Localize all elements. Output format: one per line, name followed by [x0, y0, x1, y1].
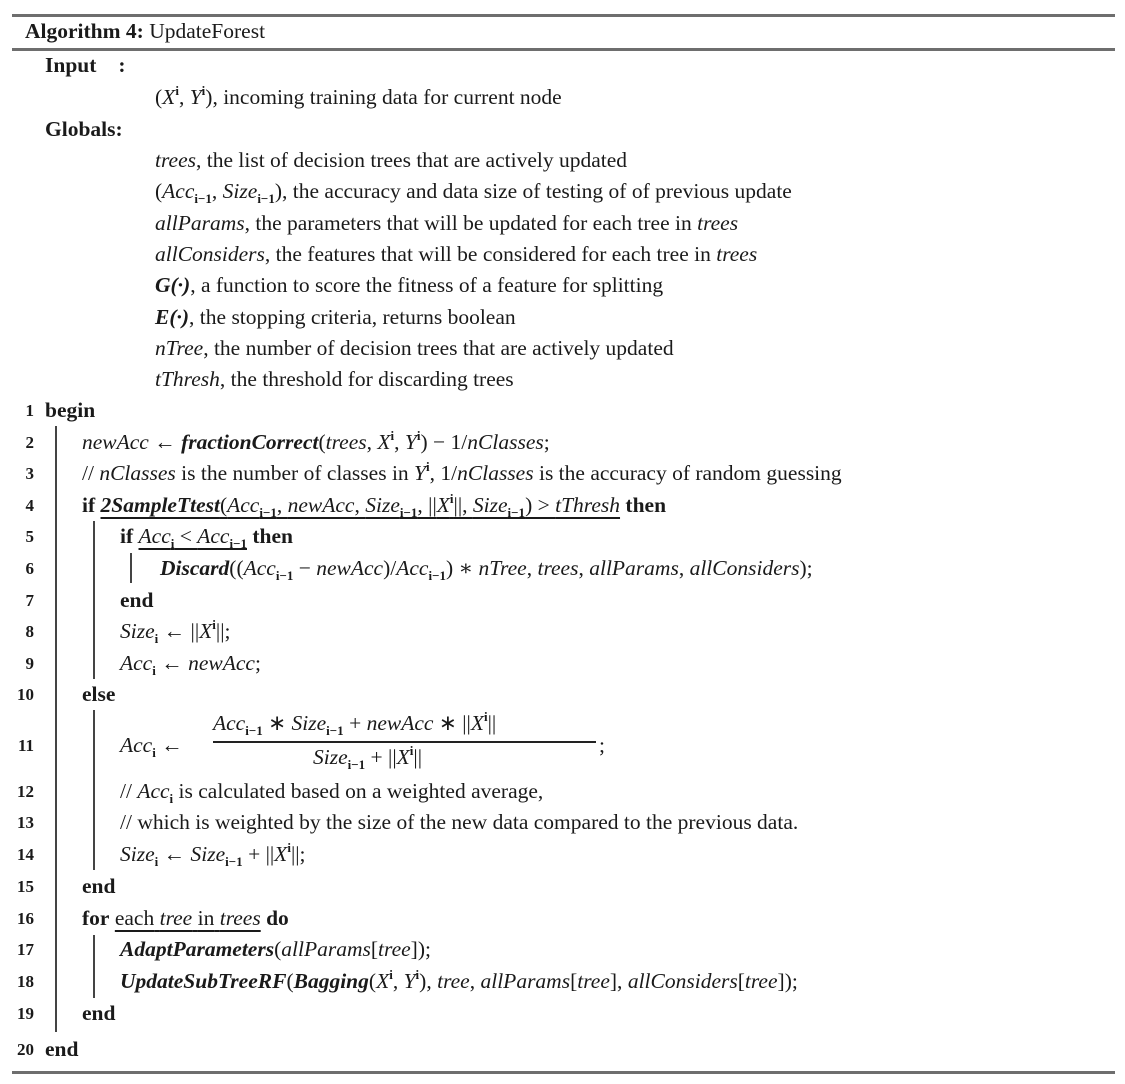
input-label: Input :: [45, 53, 126, 77]
globals-label: Globals:: [45, 117, 123, 141]
line-number-6: 6: [25, 559, 34, 578]
line-11-weighted-fraction: Acc$_{i-1}$ ∗ Size$_{i-1}$ + newAcc ∗ $||X^i||$ Size$_{i-1}$ + $||X^i||$ ;: [213, 709, 605, 772]
global-e-function: E(·), the stopping criteria, returns boolean: [155, 305, 516, 329]
line-number-1: 1: [25, 401, 34, 420]
line-10-else: else: [82, 682, 116, 706]
line-number-9: 9: [25, 654, 34, 673]
for-condition: each tree in trees: [114, 906, 261, 930]
line-6-discard: Discard((Acc$_{i-1}$ − newAcc)/Acc$_{i-1}$) ∗ nTree, trees, allParams, allConsiders);: [160, 556, 813, 583]
global-acc-size: (Acc$_{i-1}$, Size$_{i-1}$), the accuracy and data size of testing of of previous update: [155, 179, 792, 206]
bottom-rule: [12, 1071, 1115, 1074]
global-allparams: allParams, the parameters that will be updated for each tree in trees: [155, 211, 739, 235]
line-20-end: end: [45, 1037, 79, 1061]
line-7-end: end: [120, 588, 154, 612]
line-number-16: 16: [17, 909, 34, 928]
algorithm-caption: [25, 18, 265, 44]
line-number-3: 3: [25, 464, 34, 483]
line-4-if-ttest: if 2SampleTtest(Acc$_{i-1}$, newAcc, Size$_{i-1}$, $||X^i||$, Size$_{i-1}$) > tThresh then: [82, 491, 667, 520]
line-number-7: 7: [25, 591, 34, 610]
line-number-5: 5: [25, 527, 34, 546]
line-5-if-acc: if Acc$_i$ < Acc$_{i-1}$ then: [120, 524, 293, 551]
line-15-end: end: [82, 874, 116, 898]
line-17-adapt-parameters: AdaptParameters(allParams[tree]);: [120, 937, 431, 961]
line-number-10: 10: [17, 685, 34, 704]
line-number-12: 12: [17, 782, 34, 801]
then-block-bar: [93, 521, 95, 679]
fraction-bar: [213, 741, 596, 743]
line-19-end: end: [82, 1001, 116, 1025]
line-16-for-each: for each tree in trees do: [82, 906, 289, 930]
global-allconsiders: allConsiders, the features that will be considered for each tree in trees: [155, 242, 758, 266]
for-block-bar: [93, 935, 95, 998]
line-number-8: 8: [25, 622, 34, 641]
line-number-11: 11: [17, 736, 34, 755]
ttest-condition: 2SampleTtest(Acc$_{i-1}$, newAcc, Size$_{i-1}$, $||X^i||$, Size$_{i-1}$) > tThresh: [100, 491, 621, 520]
line-number-4: 4: [25, 496, 34, 515]
line-13-comment: // which is weighted by the size of the new data compared to the previous data.: [120, 810, 799, 834]
line-2-new-acc: newAcc ← fractionCorrect(trees, $X^i$, $Y^i$) − 1/nClasses;: [82, 428, 550, 454]
line-9-acc-assign: Acc$_i$ ← newAcc;: [120, 651, 261, 678]
algorithm-label: Algorithm 4:: [25, 19, 144, 43]
global-ntree: nTree, the number of decision trees that are actively updated: [155, 336, 674, 360]
line-number-19: 19: [17, 1004, 34, 1023]
global-trees: trees, the list of decision trees that are actively updated: [155, 148, 628, 172]
input-item: ($X^i$, $Y^i$), incoming training data for current node: [155, 83, 562, 109]
line-11-acc-lhs: Acc$_i$ ←: [120, 733, 183, 760]
algorithm-title: UpdateForest: [149, 19, 266, 43]
line-number-2: 2: [25, 433, 34, 452]
top-rule: [12, 14, 1115, 17]
fraction-denominator: Size$_{i-1}$ + $||X^i||$: [313, 743, 423, 772]
line-18-update-subtree: $UpdateSubTreeRF(Bagging(X^i$, $Y^i$), tree, allParams[tree], allConsiders[tree]);: [120, 967, 798, 993]
fraction-numerator: Acc$_{i-1}$ ∗ Size$_{i-1}$ + newAcc ∗ $||X^i||$: [213, 709, 497, 738]
acc-condition: Acc$_i$ < Acc$_{i-1}$: [138, 524, 247, 551]
line-number-15: 15: [17, 877, 34, 896]
line-number-14: 14: [17, 845, 34, 864]
line-14-size-update: Size$_i$ ← Size$_{i-1}$ + $||X^i||$;: [120, 840, 306, 869]
line-12-comment: // Acc$_i$ is calculated based on a weighted average,: [120, 779, 544, 806]
else-block-bar: [93, 710, 95, 870]
line-3-comment: // nClasses is the number of classes in $Y^i$, 1/nClasses is the accuracy of random guessing: [82, 459, 842, 485]
begin-block-bar: [55, 426, 57, 1032]
global-g-function: G(·), a function to score the fitness of a feature for splitting: [155, 273, 664, 297]
line-number-17: 17: [17, 940, 34, 959]
header-rule: [12, 48, 1115, 51]
line-number-13: 13: [17, 813, 34, 832]
global-tthresh: tThresh, the threshold for discarding trees: [155, 367, 514, 391]
line-number-20: 20: [17, 1040, 34, 1059]
line-8-size-assign: Size$_i$ ← $||X^i||$;: [120, 617, 231, 646]
inner-then-block-bar: [130, 553, 132, 583]
line-number-18: 18: [17, 972, 34, 991]
line-1-begin: begin: [45, 398, 96, 422]
